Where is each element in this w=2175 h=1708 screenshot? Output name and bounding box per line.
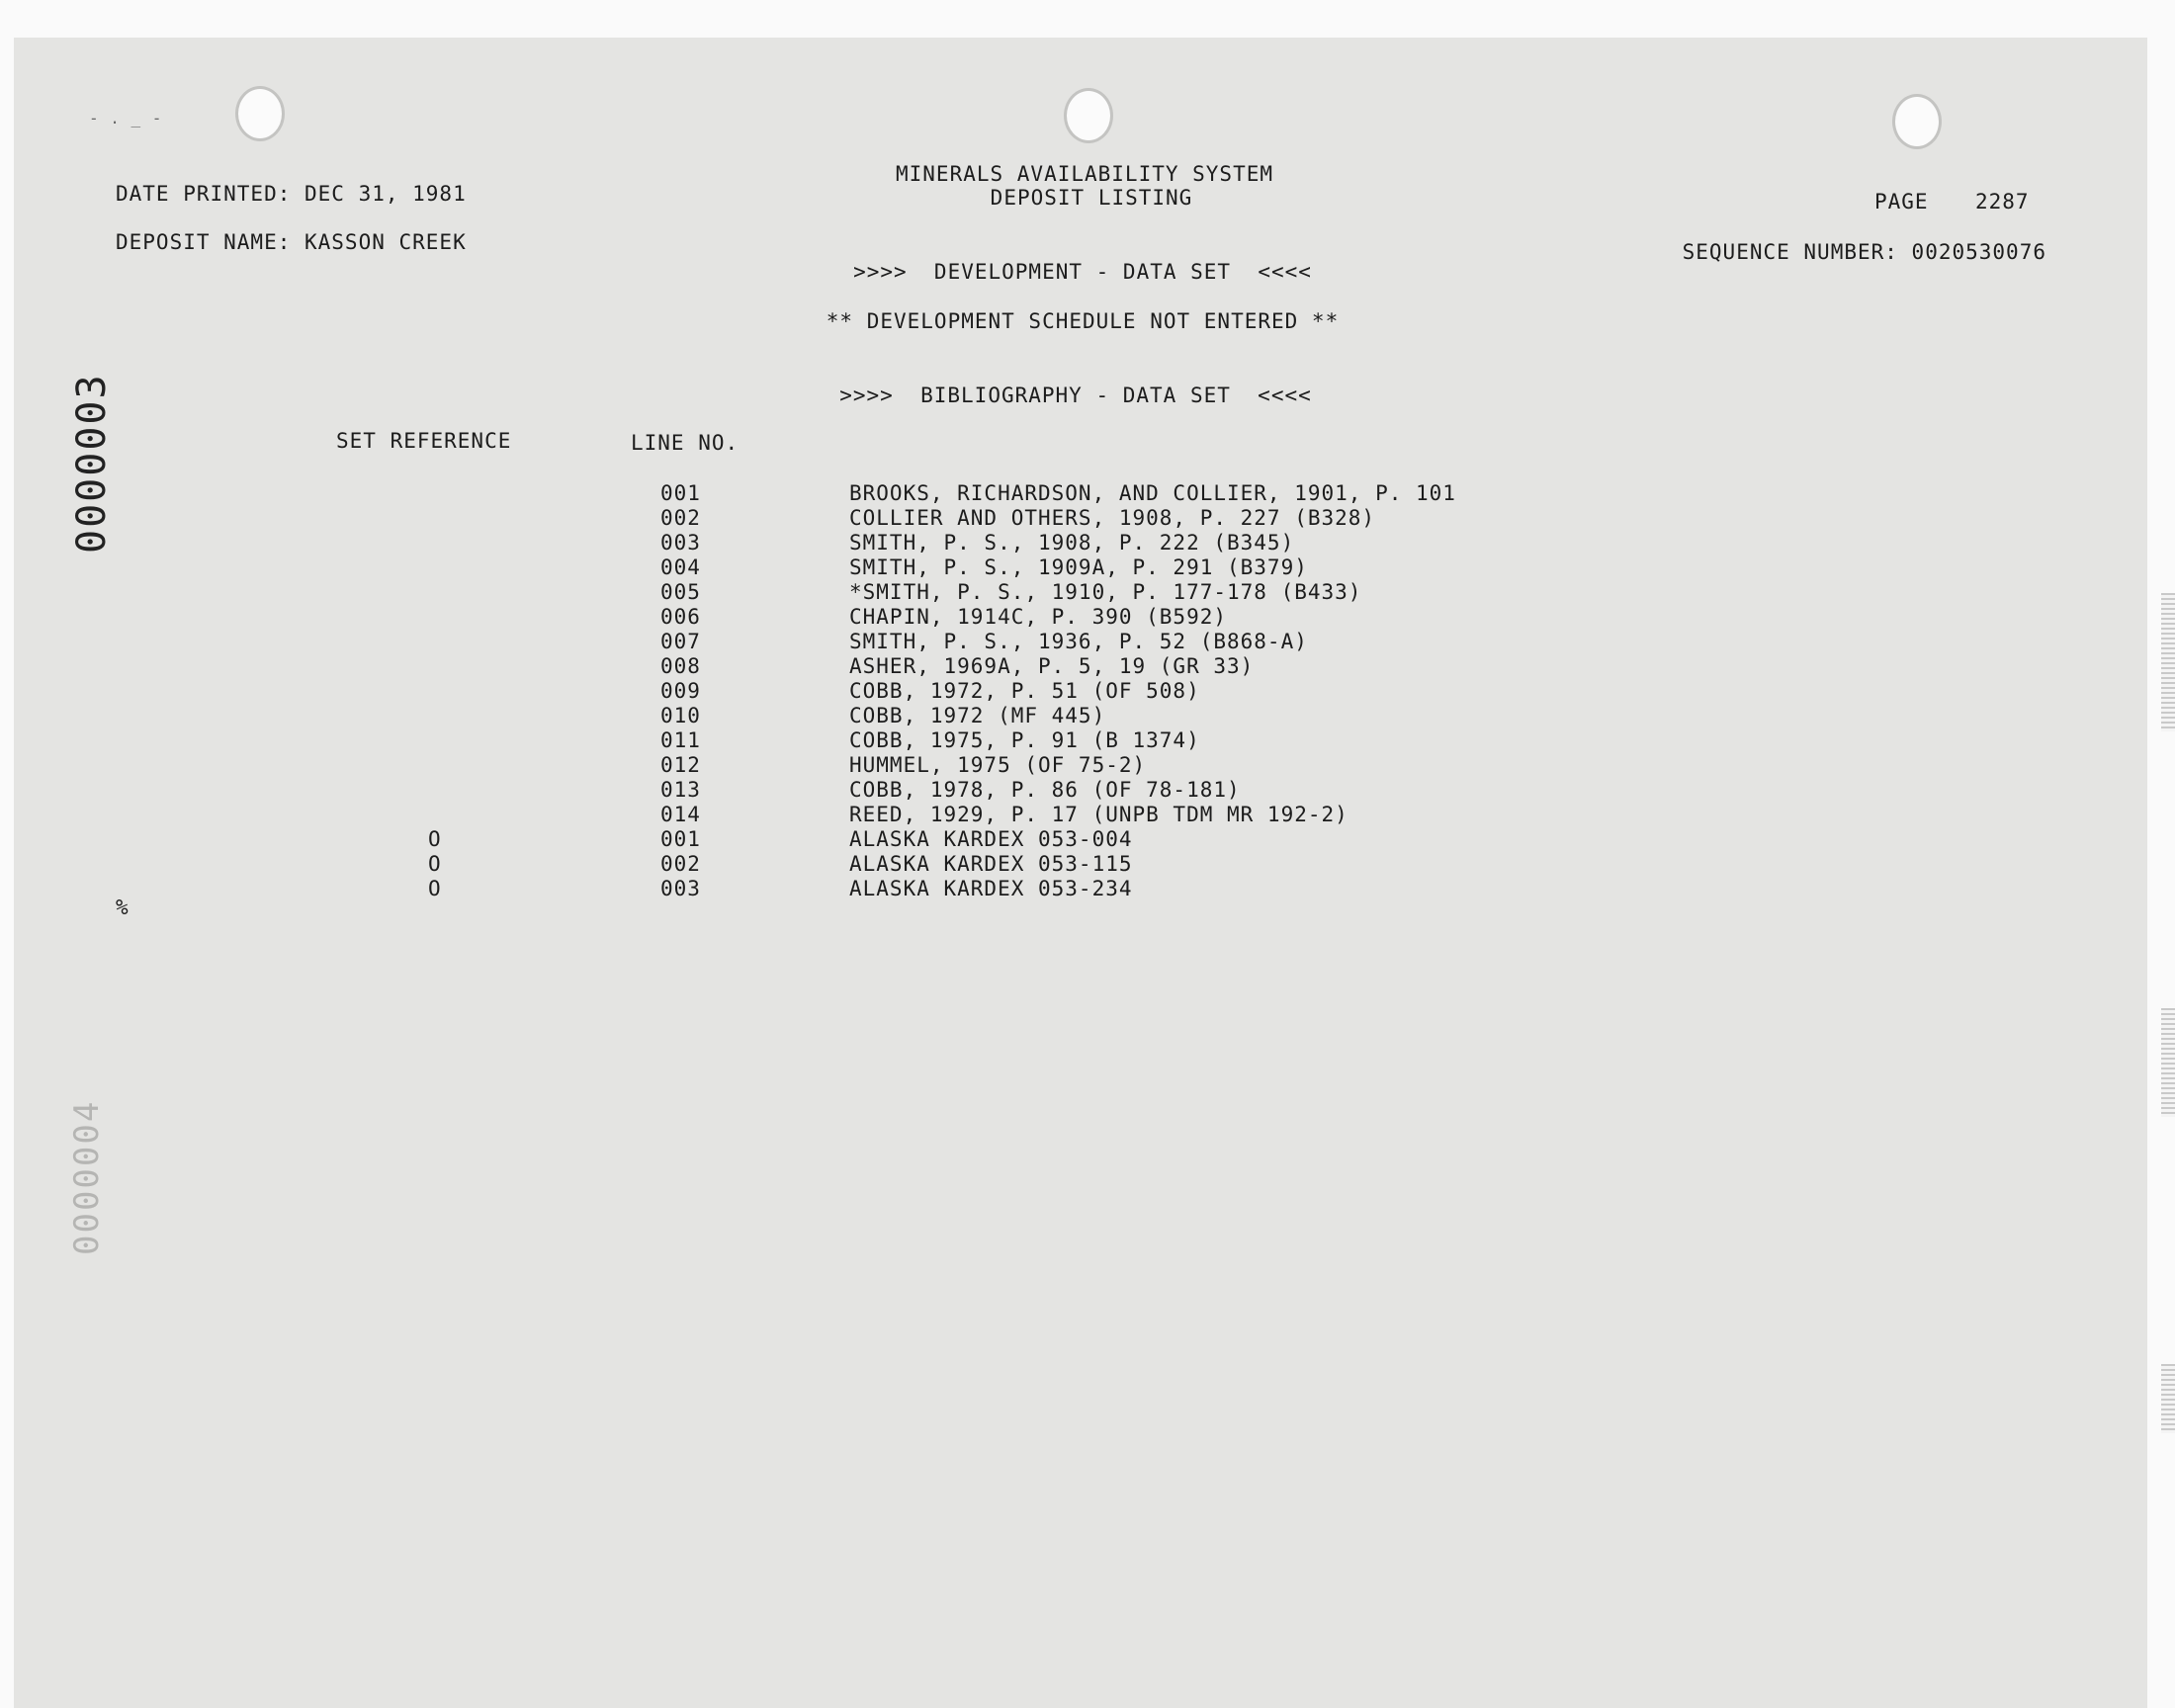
reference-text-cell: REED, 1929, P. 17 (UNPB TDM MR 192-2) bbox=[849, 803, 1348, 826]
bibliography-row bbox=[0, 852, 2175, 877]
line-number-cell: 010 bbox=[660, 704, 701, 727]
reference-text-cell: COBB, 1972, P. 51 (OF 508) bbox=[849, 679, 1200, 703]
line-number-cell: 012 bbox=[660, 753, 701, 777]
punch-hole-right bbox=[1892, 94, 1942, 149]
bibliography-row bbox=[0, 580, 2175, 605]
reference-text-cell: ALASKA KARDEX 053-004 bbox=[849, 827, 1133, 851]
line-number-cell: 011 bbox=[660, 728, 701, 752]
bibliography-row bbox=[0, 753, 2175, 778]
page-label: PAGE bbox=[1874, 190, 1929, 214]
reference-text-cell: SMITH, P. S., 1909A, P. 291 (B379) bbox=[849, 555, 1308, 579]
punch-hole-left bbox=[235, 86, 285, 141]
bibliography-row bbox=[0, 803, 2175, 827]
scan-edge-artifact bbox=[2161, 1008, 2175, 1117]
line-number-cell: 013 bbox=[660, 778, 701, 802]
bibliography-row bbox=[0, 704, 2175, 728]
bibliography-row bbox=[0, 728, 2175, 753]
bibliography-row bbox=[0, 506, 2175, 531]
bibliography-row bbox=[0, 605, 2175, 630]
line-number-cell: 014 bbox=[660, 803, 701, 826]
frame-number-faint: 0000004 bbox=[67, 1099, 107, 1255]
reference-text-cell: CHAPIN, 1914C, P. 390 (B592) bbox=[849, 605, 1228, 629]
line-number-cell: 005 bbox=[660, 580, 701, 604]
line-number-cell: 009 bbox=[660, 679, 701, 703]
development-section-title: >>>> DEVELOPMENT - DATA SET <<<< bbox=[853, 260, 1312, 284]
bibliography-row bbox=[0, 654, 2175, 679]
line-number-cell: 008 bbox=[660, 654, 701, 678]
frame-number: 0000003 bbox=[69, 373, 115, 554]
bibliography-row bbox=[0, 630, 2175, 654]
line-number-cell: 004 bbox=[660, 555, 701, 579]
line-number-cell: 001 bbox=[660, 481, 701, 505]
reference-text-cell: COLLIER AND OTHERS, 1908, P. 227 (B328) bbox=[849, 506, 1376, 530]
bibliography-row bbox=[0, 555, 2175, 580]
line-number-cell: 002 bbox=[660, 506, 701, 530]
reference-text-cell: COBB, 1975, P. 91 (B 1374) bbox=[849, 728, 1200, 752]
reference-text-cell: COBB, 1972 (MF 445) bbox=[849, 704, 1106, 727]
bibliography-row bbox=[0, 679, 2175, 704]
development-note: ** DEVELOPMENT SCHEDULE NOT ENTERED ** bbox=[826, 309, 1340, 333]
reference-text-cell: SMITH, P. S., 1908, P. 222 (B345) bbox=[849, 531, 1295, 555]
scan-edge-artifact bbox=[2161, 1364, 2175, 1433]
deposit-name: DEPOSIT NAME: KASSON CREEK bbox=[116, 230, 467, 254]
reference-text-cell: COBB, 1978, P. 86 (OF 78-181) bbox=[849, 778, 1241, 802]
set-reference-cell: O bbox=[428, 827, 442, 851]
bibliography-row bbox=[0, 531, 2175, 555]
sequence-number: SEQUENCE NUMBER: 0020530076 bbox=[1682, 240, 2046, 264]
bibliography-row bbox=[0, 778, 2175, 803]
line-number-cell: 006 bbox=[660, 605, 701, 629]
reference-text-cell: BROOKS, RICHARDSON, AND COLLIER, 1901, P. 101 bbox=[849, 481, 1456, 505]
line-number-cell: 003 bbox=[660, 531, 701, 555]
listing-title: DEPOSIT LISTING bbox=[990, 186, 1193, 210]
reference-text-cell: ALASKA KARDEX 053-234 bbox=[849, 877, 1133, 900]
line-number-cell: 002 bbox=[660, 852, 701, 876]
column-header-set-reference: SET REFERENCE bbox=[336, 429, 512, 453]
reference-text-cell: ASHER, 1969A, P. 5, 19 (GR 33) bbox=[849, 654, 1255, 678]
bibliography-row bbox=[0, 827, 2175, 852]
bibliography-section-title: >>>> BIBLIOGRAPHY - DATA SET <<<< bbox=[839, 384, 1312, 407]
reference-text-cell: HUMMEL, 1975 (OF 75-2) bbox=[849, 753, 1147, 777]
reference-text-cell: ALASKA KARDEX 053-115 bbox=[849, 852, 1133, 876]
bibliography-row bbox=[0, 877, 2175, 901]
page-number: 2287 bbox=[1975, 190, 2030, 214]
line-number-cell: 007 bbox=[660, 630, 701, 653]
punch-hole-center bbox=[1064, 88, 1113, 143]
corner-mark: - . _ - bbox=[89, 109, 163, 128]
line-number-cell: 001 bbox=[660, 827, 701, 851]
bibliography-row bbox=[0, 481, 2175, 506]
column-header-line-no: LINE NO. bbox=[631, 431, 740, 455]
end-mark: % bbox=[116, 896, 130, 919]
system-title: MINERALS AVAILABILITY SYSTEM bbox=[895, 162, 1274, 186]
set-reference-cell: O bbox=[428, 852, 442, 876]
date-printed: DATE PRINTED: DEC 31, 1981 bbox=[116, 182, 467, 206]
set-reference-cell: O bbox=[428, 877, 442, 900]
reference-text-cell: SMITH, P. S., 1936, P. 52 (B868-A) bbox=[849, 630, 1308, 653]
reference-text-cell: *SMITH, P. S., 1910, P. 177-178 (B433) bbox=[849, 580, 1362, 604]
line-number-cell: 003 bbox=[660, 877, 701, 900]
